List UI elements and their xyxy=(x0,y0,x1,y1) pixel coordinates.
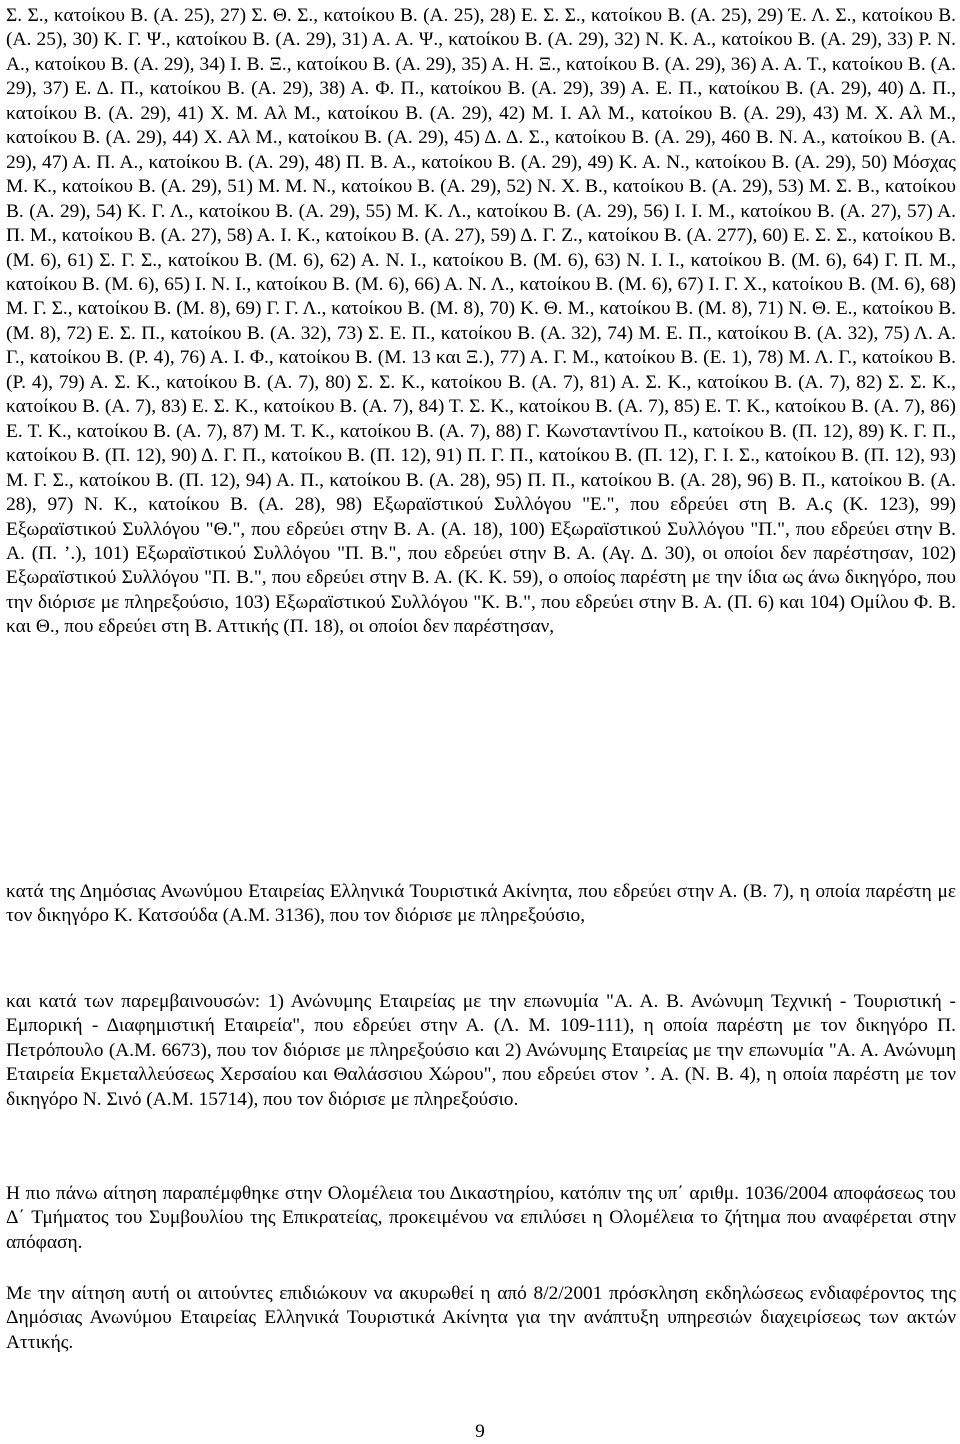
paragraph-intervenors: και κατά των παρεμβαινουσών: 1) Ανώνυμης Εταιρείας με την επωνυμία "Α. Α. Β. Ανώνυμη Τεχνική - Τουριστική - Εμπορική - Διαφημιστική Εταιρεία", που εδρεύει στην Α. (Λ. Μ. 109-111), η οποία παρέστη με τον δικηγόρο Π. Πετρόπουλο (Α.Μ. 6673), που τον διόρισε με πληρεξούσιο και 2) Ανώνυμης Εταιρείας με την επωνυμία "Α. Α. Ανώνυμη Εταιρεία Εκμεταλλεύσεως Χερσαίου και Θαλάσσιου Χώρου", που εδρεύει στον ’. Α. (Ν. Β. 4), η οποία παρέστη με τον δικηγόρο Ν. Σινό (Α.Μ. 15714), που τον διόρισε με πληρεξούσιο. xyxy=(6,991,956,1110)
paragraph-referral: Η πιο πάνω αίτηση παραπέμφθηκε στην Ολομέλεια του Δικαστηρίου, κατόπιν της υπ΄ αριθμ. 1036/2004 αποφάσεως του Δ΄ Τμήματος του Συμβουλίου της Επικρατείας, προκειμένου να επιλύσει η Ολομέλεια το ζήτημα που αναφέρεται στην απόφαση. xyxy=(6,1183,956,1253)
paragraph-respondent: κατά της Δημόσιας Ανωνύμου Εταιρείας Ελληνικά Τουριστικά Ακίνητα, που εδρεύει στην Α. (Β. 7), η οποία παρέστη με τον δικηγόρο Κ. Κατσούδα (Α.Μ. 3136), που τον διόρισε με πληρεξούσιο, xyxy=(6,881,956,927)
paragraph-parties-list: Σ. Σ., κατοίκου Β. (Α. 25), 27) Σ. Θ. Σ., κατοίκου Β. (Α. 25), 28) Ε. Σ. Σ., κατοίκου Β. (Α. 25), 29) Έ. Λ. Σ., κατοίκου Β. (Α. 25), 30) Κ. Γ. Ψ., κατοίκου Β. (Α. 29), 31) Α. Α. Ψ., κατοίκου Β. (Α. 29), 32) Ν. Κ. Α., κατοίκου Β. (Α. 29), 33) Ρ. Ν. Α., κατοίκου Β. (Α. 29), 34) Ι. Β. Ξ., κατοίκου Β. (Α. 29), 35) Α. Η. Ξ., κατοίκου Β. (Α. 29), 36) Α. Α. Τ., κατοίκου Β. (Α. 29), 37) Ε. Δ. Π., κατοίκου Β. (Α. 29), 38) Α. Φ. Π., κατοίκου Β. (Α. 29), 39) Α. Ε. Π., κατοίκου Β. (Α. 29), 40) Δ. Π., κατοίκου Β. (Α. 29), 41) Χ. Μ. Αλ Μ., κατοίκου Β. (Α. 29), 42) Μ. Ι. Αλ Μ., κατοίκου Β. (Α. 29), 43) Μ. Χ. Αλ Μ., κατοίκου Β. (Α. 29), 44) Χ. Αλ Μ., κατοίκου Β. (Α. 29), 45) Δ. Δ. Σ., κατοίκου Β. (Α. 29), 460 Β. Ν. Α., κατοίκου Β. (Α. 29), 47) Α. Π. Α., κατοίκου Β. (Α. 29), 48) Π. Β. Α., κατοίκου Β. (Α. 29), 49) Κ. Α. Ν., κατοίκου Β. (Α. 29), 50) Μόσχας Μ. Κ., κατοίκου Β. (Α. 29), 51) Μ. Μ. Ν., κατοίκου Β. (Α. 29), 52) Ν. Χ. Β., κατοίκου Β. (Α. 29), 53) Μ. Σ. Β., κατοίκου Β. (Α. 29), 54) Κ. Γ. Λ., κατοίκου Β. (Α. 29), 55) Μ. Κ. Λ., κατοίκου Β. (Α. 29), 56) Ι. Ι. Μ., κατοίκου Β. (Α. 27), 57) Α. Π. Μ., κατοίκου Β. (Α. 27), 58) Α. Ι. Κ., κατοίκου Β. (Α. 27), 59) Δ. Γ. Ζ., κατοίκου Β. (Α. 277), 60) Ε. Σ. Σ., κατοίκου Β. (Μ. 6), 61) Σ. Γ. Σ., κατοίκου Β. (Μ. 6), 62) Α. Ν. Ι., κατοίκου Β. (Μ. 6), 63) Ν. Ι. Ι., κατοίκου Β. (Μ. 6), 64) Γ. Π. Μ., κατοίκου Β. (Μ. 6), 65) Ι. Ν. Ι., κατοίκου Β. (Μ. 6), 66) Α. Ν. Λ., κατοίκου Β. (Μ. 6), 67) Ι. Γ. Χ., κατοίκου Β. (Μ. 6), 68) Μ. Γ. Σ., κατοίκου Β. (Μ. 8), 69) Γ. Γ. Λ., κατοίκου Β. (Μ. 8), 70) Κ. Θ. Μ., κατοίκου Β. (Μ. 8), 71) Ν. Θ. Ε., κατοίκου Β. (Μ. 8), 72) Ε. Σ. Π., κατοίκου Β. (Α. 32), 73) Σ. Ε. Π., κατοίκου Β. (Α. 32), 74) Μ. Ε. Π., κατοίκου Β. (Α. 32), 75) Λ. Α. Γ., κατοίκου Β. (Ρ. 4), 76) Α. Ι. Φ., κατοίκου Β. (Μ. 13 και Ξ.), 77) Α. Γ. Μ., κατοίκου Β. (Ε. 1), 78) Μ. Λ. Γ., κατοίκου Β. (Ρ. 4), 79) Α. Σ. Κ., κατοίκου Β. (Α. 7), 80) Σ. Σ. Κ., κατοίκου Β. (Α. 7), 81) Α. Σ. Κ., κατοίκου Β. (Α. 7), 82) Σ. Σ. Κ., κατοίκου Β. (Α. 7), 83) Ε. Σ. Κ., κατοίκου Β. (Α. 7), 84) Τ. Σ. Κ., κατοίκου Β. (Α. 7), 85) Ε. Τ. Κ., κατοίκου Β. (Α. 7), 86) Ε. Τ. Κ., κατοίκου Β. (Α. 7), 87) Μ. Τ. Κ., κατοίκου Β. (Α. 7), 88) Γ. Κωνσταντίνου Π., κατοίκου Β. (Π. 12), 89) Κ. Γ. Π., κατοίκου Β. (Π. 12), 90) Δ. Γ. Π., κατοίκου Β. (Π. 12), 91) Π. Γ. Π., κατοίκου Β. (Π. 12), Γ. Ι. Σ., κατοίκου Β. (Π. 12), 93) Μ. Γ. Σ., κατοίκου Β. (Π. 12), 94) Α. Π., κατοίκου Β. (Α. 28), 95) Π. Π., κατοίκου Β. (Α. 28), 96) Β. Π., κατοίκου Β. (Α. 28), 97) Ν. Κ., κατοίκου Β. (Α. 28), 98) Εξωραϊστικού Συλλόγου "Ε.", που εδρεύει στη Β. Α.ς (Κ. 123), 99) Εξωραϊστικού Συλλόγου "Θ.", που εδρεύει στην Β. Α. (Α. 18), 100) Εξωραϊστικού Συλλόγου "Π.", που εδρεύει στην Β. Α. (Π. ’.), 101) Εξωραϊστικού Συλλόγου "Π. Β.", που εδρεύει στην Β. Α. (Αγ. Δ. 30), οι οποίοι δεν παρέστησαν, 102) Εξωραϊστικού Συλλόγου "Π. Β.", που εδρεύει στην Β. Α. (Κ. Κ. 59), ο οποίος παρέστη με την ίδια ως άνω δικηγόρο, που την διόρισε με πληρεξούσιο, 103) Εξωραϊστικού Συλλόγου "Κ. Β.", που εδρεύει στην Β. Α. (Π. 6) και 104) Ομίλου Φ. Β. και Θ., που εδρεύει στη Β. Αττικής (Π. 18), οι οποίοι δεν παρέστησαν, xyxy=(6,5,956,638)
paragraph-application-purpose: Με την αίτηση αυτή οι αιτούντες επιδιώκουν να ακυρωθεί η από 8/2/2001 πρόσκληση εκδηλώσεως ενδιαφέροντος της Δημόσιας Ανωνύμου Εταιρείας Ελληνικά Τουριστικά Ακίνητα για την ανάπτυξη υπηρεσιών διαχειρίσεως των ακτών Αττικής. xyxy=(6,1283,956,1353)
page-number: 9 xyxy=(475,1421,485,1442)
